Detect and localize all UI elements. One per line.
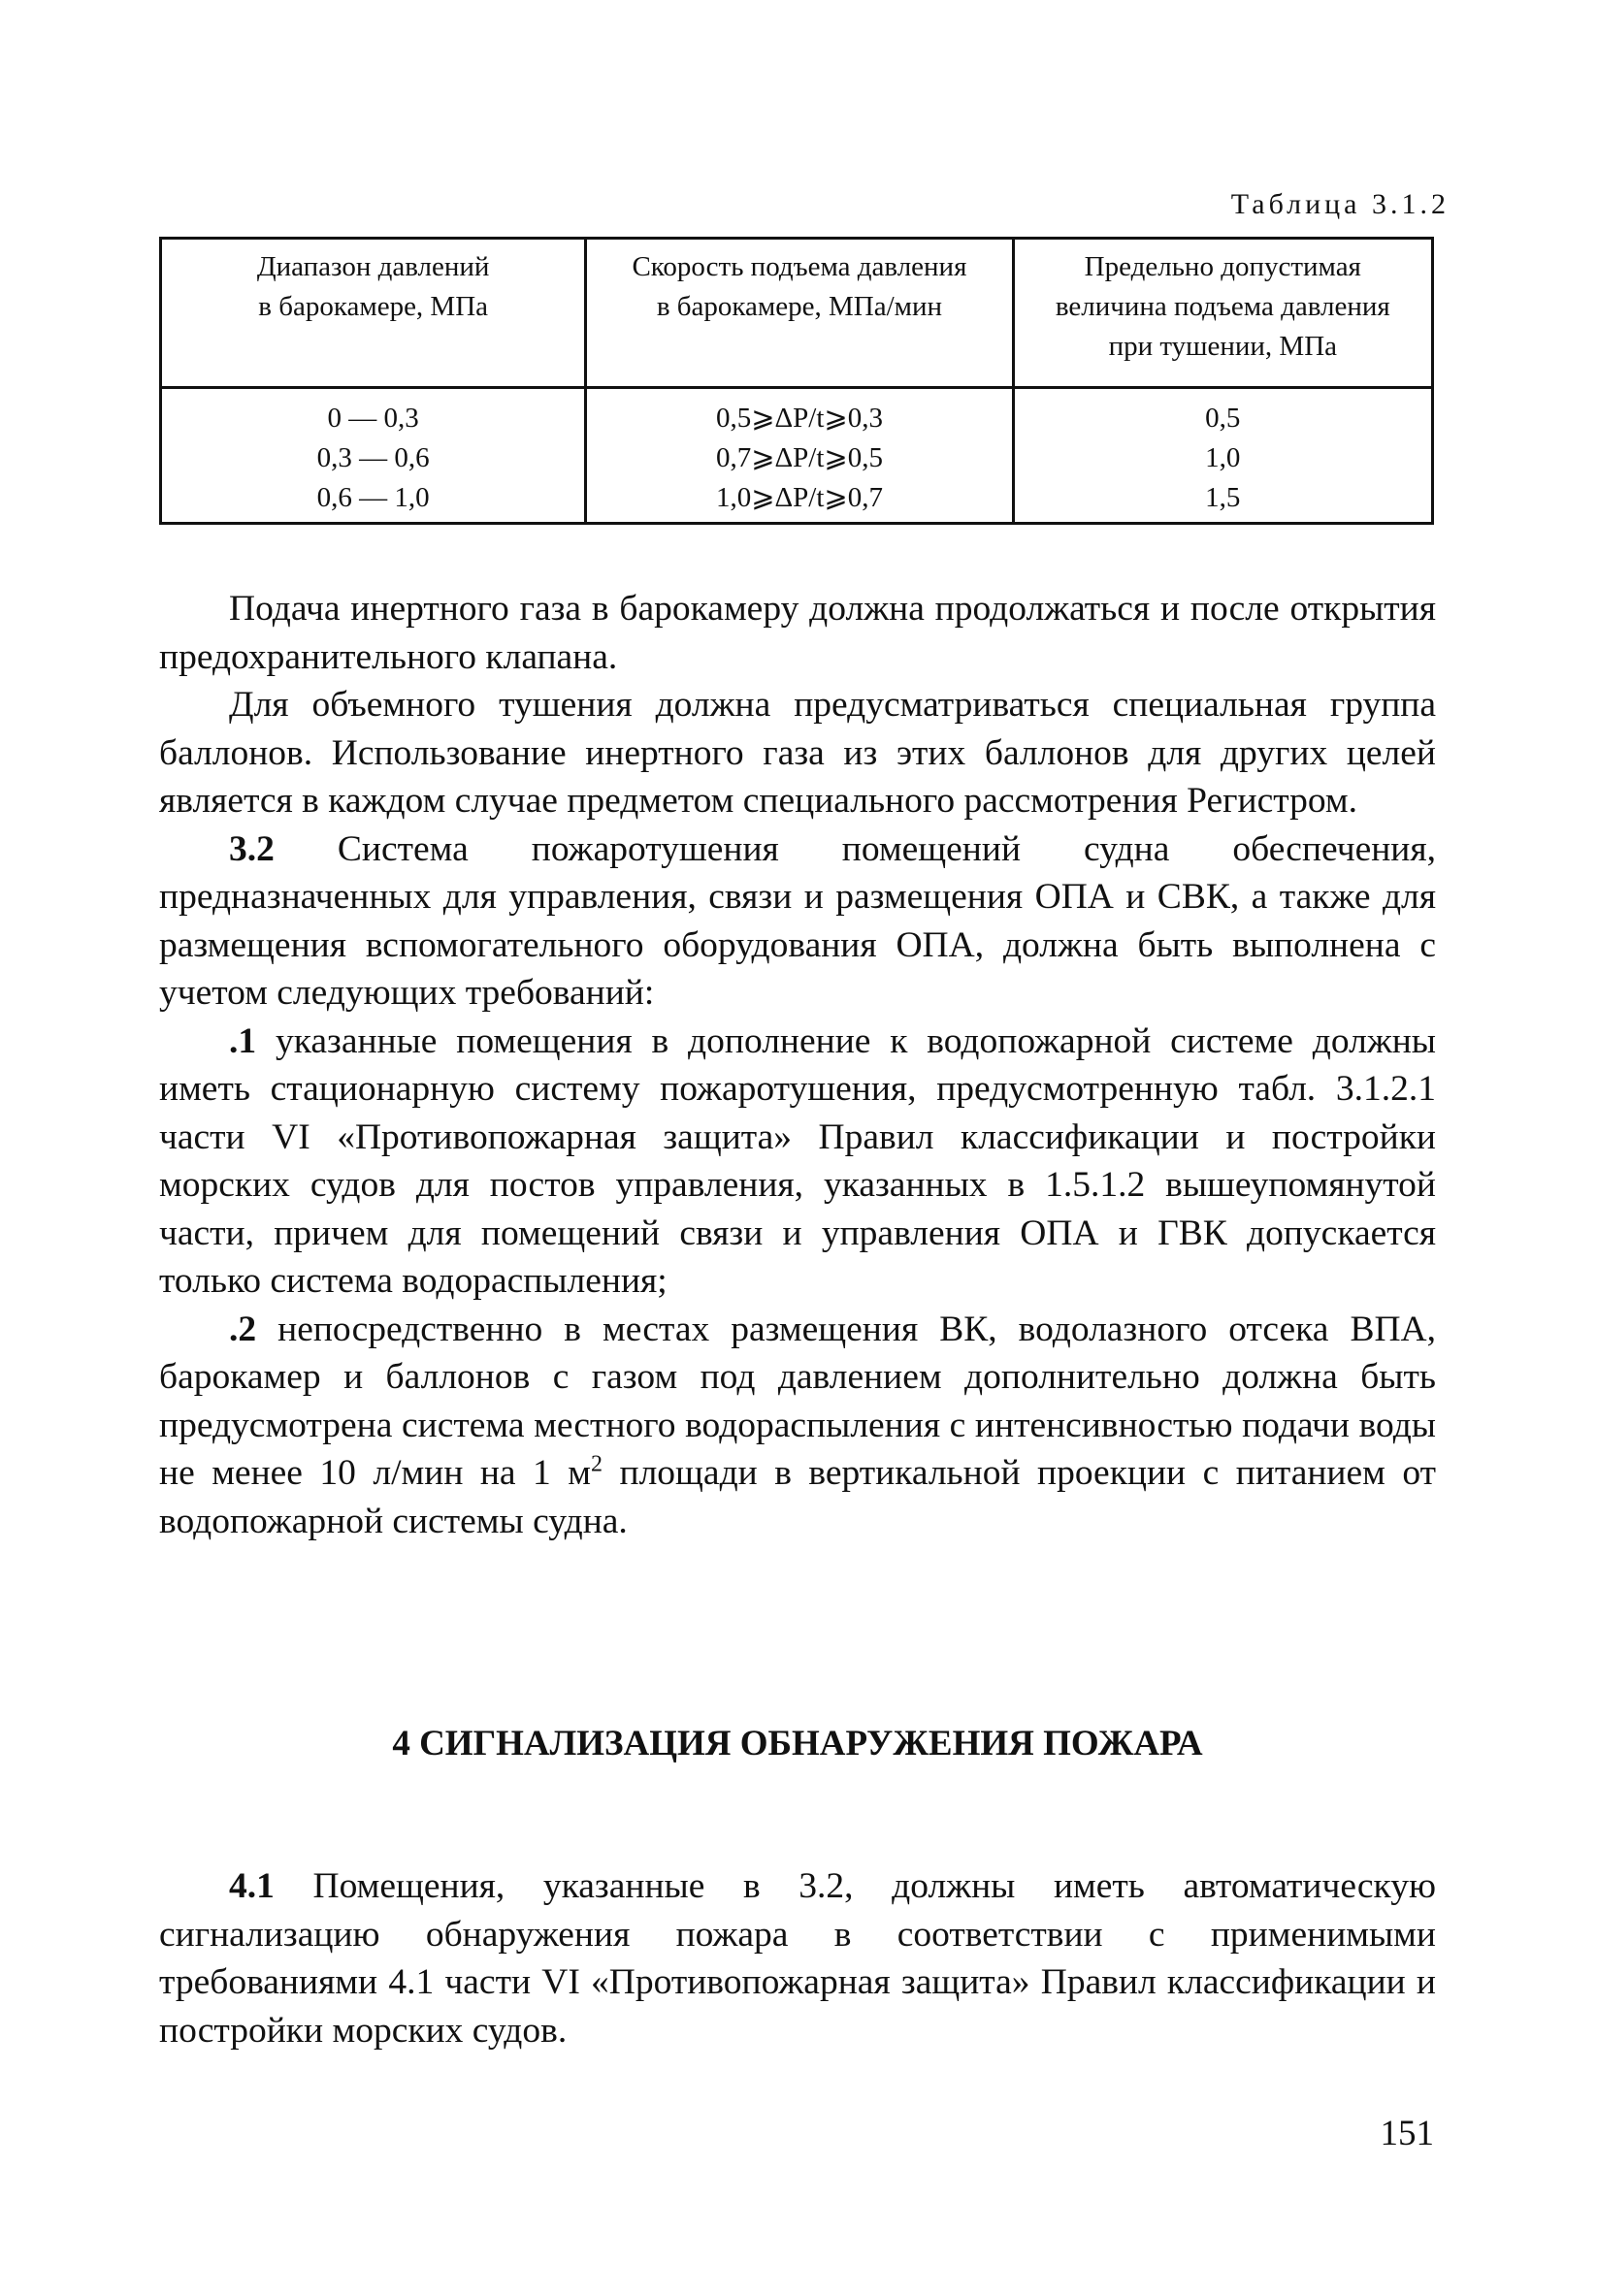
- paragraph-3-2: 3.2 Система пожаротушения помещений судна обеспечения, предназначенных для управления, связи и размещения ОПА и СВК, а также для размещения вспомогательного оборудования ОПА, должна быть выполнена с учетом следующих требований:: [159, 828, 1436, 1013]
- body-text: [159, 585, 1436, 1545]
- paragraph-4-1: 4.1 Помещения, указанные в 3.2, должны иметь автоматическую сигнализацию обнаружения пожара в соответствии с применимыми требованиями 4.1 части VI «Противопожарная защита» Правил классификации и постройки морских судов.: [159, 1866, 1436, 2051]
- paragraph-inert-gas: Подача инертного газа в барокамеру должна продолжаться и после открытия предохранительного клапана.: [159, 589, 1436, 677]
- table-cell-rates: 0,5⩾ΔP/t⩾0,3 0,7⩾ΔP/t⩾0,5 1,0⩾ΔP/t⩾0,7: [586, 388, 1013, 524]
- clause-number: 4.1: [229, 1866, 275, 1906]
- clause-number: 3.2: [229, 828, 275, 869]
- paragraph-3-2-2: .2 непосредственно в местах размещения ВК, водолазного отсека ВПА, барокамер и баллонов с газом под давлением дополнительно должна быть предусмотрена система местного водораспыления с интенсивностью подачи воды не менее 10 л/мин на 1 $м^2$ площади в вертикальной проекции с питанием от водопожарной системы судна.: [159, 1309, 1436, 1541]
- header-cell-rise-rate: Скорость подъема давления в барокамере, МПа/мин: [586, 239, 1013, 388]
- section-heading: 4 СИГНАЛИЗАЦИЯ ОБНАРУЖЕНИЯ ПОЖАРА: [392, 1724, 1203, 1763]
- page-number: 151: [1380, 2114, 1434, 2153]
- paragraph-volume-extinguishing: Для объемного тушения должна предусматриваться специальная группа баллонов. Использование инертного газа из этих баллонов для других целей является в каждом случае предметом специального рассмотрения Регистром.: [159, 685, 1436, 821]
- header-cell-pressure-range: Диапазон давлений в барокамере, МПа: [161, 239, 586, 388]
- table-caption: Таблица 3.1.2: [1230, 188, 1450, 220]
- paragraph-3-2-1: .1 указанные помещения в дополнение к водопожарной системе должны иметь стационарную систему пожаротушения, предусмотренную табл. 3.1.2.1 части VI «Противопожарная защита» Правил классификации и постройки морских судов для постов управления, указанных в 1.5.1.2 вышеупомянутой части, причем для помещений связи и управления ОПА и ГВК допускается только система водораспыления;: [159, 1020, 1436, 1301]
- section-4-text: [159, 1862, 1436, 2054]
- clause-number: .2: [229, 1309, 257, 1349]
- clause-number: .1: [229, 1020, 257, 1061]
- table-cell-limits: 0,5 1,0 1,5: [1013, 388, 1432, 524]
- table-cell-ranges: 0 — 0,3 0,3 — 0,6 0,6 — 1,0: [161, 388, 586, 524]
- header-cell-max-rise: Предельно допустимая величина подъема давления при тушении, МПа: [1013, 239, 1432, 388]
- pressure-table: [159, 237, 1434, 525]
- table-header-row: [161, 239, 1433, 388]
- table-row: [161, 388, 1433, 524]
